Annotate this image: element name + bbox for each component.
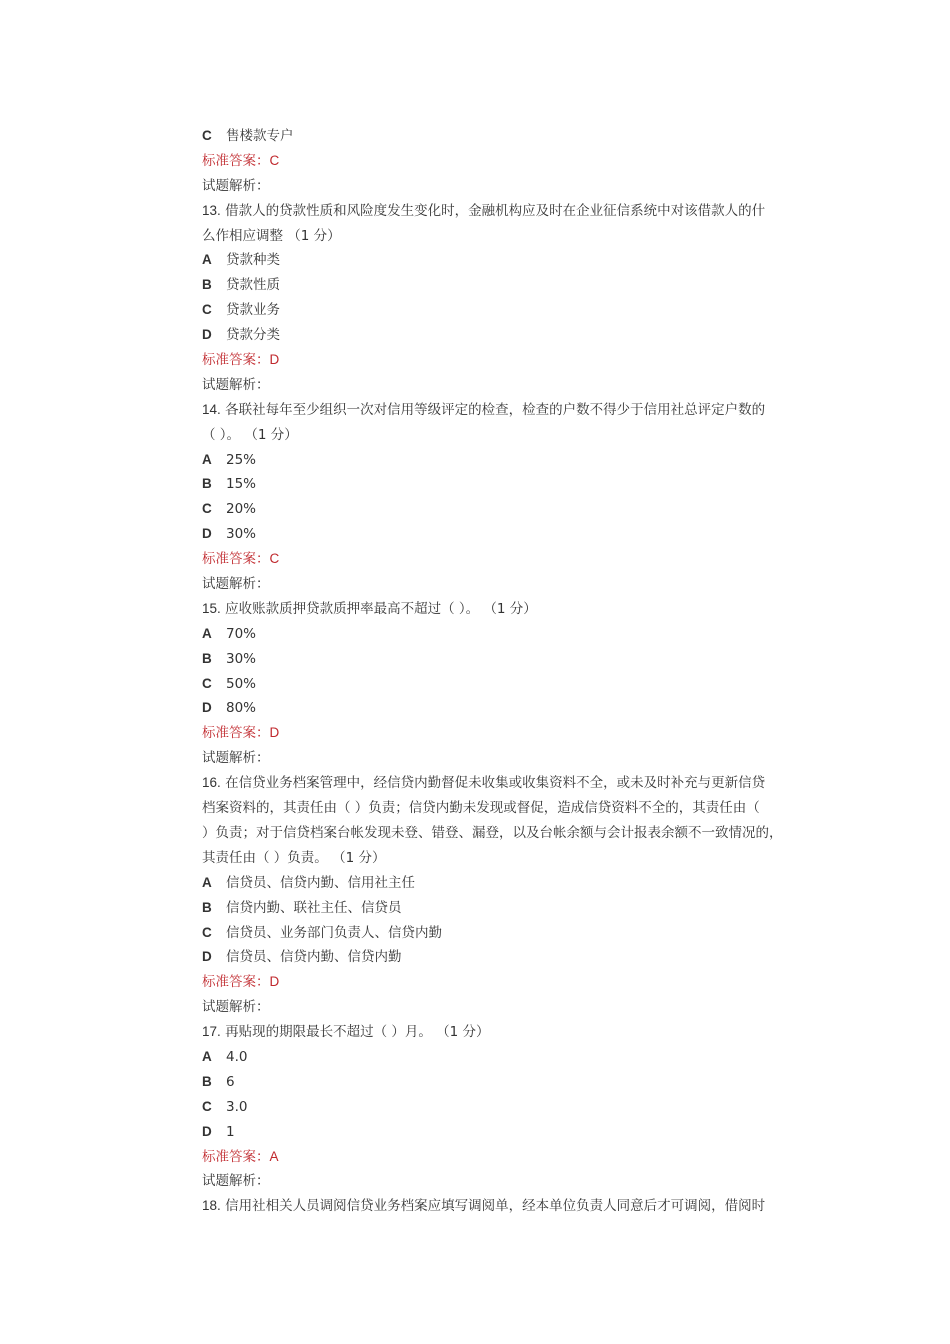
option-item xyxy=(202,298,822,323)
answer-value: D xyxy=(269,725,280,741)
option-item xyxy=(202,522,822,547)
analysis-label: 试题解析： xyxy=(202,1173,270,1190)
standard-answer xyxy=(202,149,822,174)
question-text xyxy=(202,1020,822,1045)
option-letter: B xyxy=(202,1073,212,1089)
answer-value: C xyxy=(269,551,280,567)
option-letter: D xyxy=(202,700,212,716)
option-item xyxy=(202,622,822,647)
answer-label: 标准答案： xyxy=(202,974,270,991)
option-letter: A xyxy=(202,874,212,890)
standard-answer xyxy=(202,348,822,373)
option-item xyxy=(202,448,822,473)
option-text: 4.0 xyxy=(226,1048,248,1065)
option-text: 贷款分类 xyxy=(226,327,280,344)
option-letter: C xyxy=(202,924,212,940)
option-item xyxy=(202,696,822,721)
option-text: 信贷员、业务部门负责人、信贷内勤 xyxy=(226,924,442,941)
option-text: 售楼款专户 xyxy=(226,128,294,144)
option-text: 信贷内勤、联社主任、信贷员 xyxy=(226,899,402,916)
option-item xyxy=(202,323,822,348)
option-item xyxy=(202,871,822,896)
option-text: 贷款性质 xyxy=(226,277,280,294)
option-letter: A xyxy=(202,625,212,641)
analysis-label: 试题解析： xyxy=(202,750,270,767)
standard-answer xyxy=(202,547,822,572)
question-text-line: 么作相应调整 （1 分） xyxy=(202,227,341,244)
option-letter: A xyxy=(202,1048,212,1064)
question-text xyxy=(202,199,822,224)
question-text xyxy=(202,398,822,423)
question-text xyxy=(202,597,822,622)
answer-value: A xyxy=(269,1148,279,1164)
answer-value: D xyxy=(269,352,280,368)
question-number: 14. xyxy=(202,401,221,417)
answer-label: 标准答案： xyxy=(202,725,270,742)
standard-answer xyxy=(202,970,822,995)
question-text-line: （ ）。 （1 分） xyxy=(202,426,298,443)
question-text-line: 借款人的贷款性质和风险度发生变化时，金融机构应及时在企业征信系统中对该借款人的什 xyxy=(225,202,766,219)
analysis-label: 试题解析： xyxy=(202,376,270,393)
option-text: 贷款种类 xyxy=(226,252,280,269)
option-text: 信贷员、信贷内勤、信用社主任 xyxy=(226,874,415,891)
option-text: 30% xyxy=(226,650,257,667)
option-letter: B xyxy=(202,277,212,293)
option-item xyxy=(202,497,822,522)
option-letter: C xyxy=(202,1098,212,1114)
option-letter: B xyxy=(202,476,212,492)
option-item xyxy=(202,1070,822,1095)
analysis-label: 试题解析： xyxy=(202,177,270,194)
question-text-line: 应收账款质押贷款质押率最高不超过（ ）。 （1 分） xyxy=(225,600,537,617)
analysis-label: 试题解析： xyxy=(202,576,270,593)
question-number: 13. xyxy=(202,202,221,218)
option-item xyxy=(202,896,822,921)
option-text: 1 xyxy=(226,1123,235,1140)
option-text: 70% xyxy=(226,625,257,642)
option-letter: D xyxy=(202,949,212,965)
option-item xyxy=(202,1095,822,1120)
option-letter: A xyxy=(202,252,212,268)
option-item xyxy=(202,248,822,273)
option-text: 50% xyxy=(226,675,257,692)
option-letter: C xyxy=(202,302,212,318)
question-text xyxy=(202,771,822,796)
option-letter: B xyxy=(202,899,212,915)
answer-label: 标准答案： xyxy=(202,352,270,369)
option-text: 20% xyxy=(226,501,257,518)
question-text-line: ）负责；对于信贷档案台帐发现未登、错登、漏登，以及台帐余额与会计报表余额不一致情况的， xyxy=(202,824,783,841)
option-letter: D xyxy=(202,327,212,343)
option-item xyxy=(202,124,822,149)
option-letter: D xyxy=(202,526,212,542)
option-text: 15% xyxy=(226,476,257,493)
answer-label: 标准答案： xyxy=(202,1148,270,1165)
option-letter: C xyxy=(202,128,212,143)
option-text: 贷款业务 xyxy=(226,302,280,319)
question-text-line: 各联社每年至少组织一次对信用等级评定的检查，检查的户数不得少于信用社总评定户数的 xyxy=(225,401,766,418)
option-letter: D xyxy=(202,1123,212,1139)
standard-answer xyxy=(202,721,822,746)
option-item xyxy=(202,647,822,672)
option-text: 30% xyxy=(226,526,257,543)
question-text-line: 再贴现的期限最长不超过（ ）月。 （1 分） xyxy=(225,1024,490,1041)
option-item xyxy=(202,672,822,697)
option-text: 25% xyxy=(226,451,257,468)
question-text xyxy=(202,1194,822,1219)
option-text: 3.0 xyxy=(226,1098,248,1115)
option-text: 6 xyxy=(226,1073,235,1090)
option-letter: C xyxy=(202,501,212,517)
option-item xyxy=(202,472,822,497)
question-number: 17. xyxy=(202,1024,221,1040)
document-page xyxy=(202,124,822,1219)
option-letter: A xyxy=(202,451,212,467)
question-text-line: 在信贷业务档案管理中，经信贷内勤督促未收集或收集资料不全，或未及时补充与更新信贷 xyxy=(225,775,766,792)
standard-answer xyxy=(202,1145,822,1170)
option-item xyxy=(202,1045,822,1070)
analysis-label: 试题解析： xyxy=(202,999,270,1016)
answer-value: D xyxy=(269,974,280,990)
question-text-line: 其责任由（ ）负责。 （1 分） xyxy=(202,849,386,866)
option-text: 信贷员、信贷内勤、信贷内勤 xyxy=(226,949,402,966)
question-number: 18. xyxy=(202,1198,221,1214)
question-text-line: 档案资料的，其责任由（ ）负责；信贷内勤未发现或督促，造成信贷资料不全的，其责任由（ xyxy=(202,800,760,817)
answer-label: 标准答案： xyxy=(202,551,270,568)
option-letter: B xyxy=(202,650,212,666)
answer-value: C xyxy=(269,152,280,168)
option-item xyxy=(202,945,822,970)
question-number: 15. xyxy=(202,600,221,616)
option-text: 80% xyxy=(226,700,257,717)
option-letter: C xyxy=(202,675,212,691)
option-item xyxy=(202,273,822,298)
option-item xyxy=(202,921,822,946)
answer-label: 标准答案： xyxy=(202,152,270,169)
question-number: 16. xyxy=(202,775,221,791)
question-text-line: 信用社相关人员调阅信贷业务档案应填写调阅单，经本单位负责人同意后才可调阅，借阅时 xyxy=(225,1198,766,1215)
option-item xyxy=(202,1120,822,1145)
